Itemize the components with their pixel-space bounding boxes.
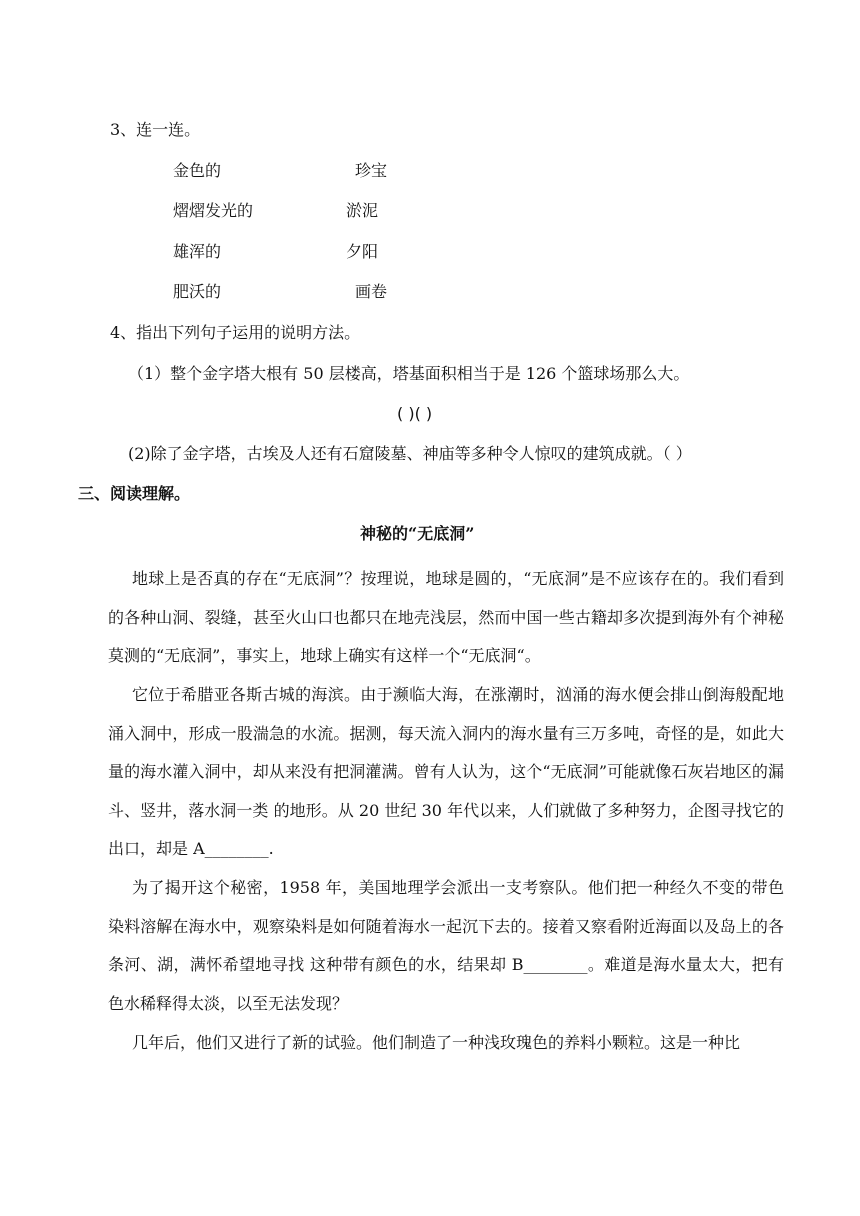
q3-right-item-1: 珍宝	[355, 161, 388, 180]
q3-right-item-3: 夕阳	[346, 242, 379, 261]
q3-left-item-4: 肥沃的	[173, 282, 222, 301]
q3-title: 3、连一连。	[110, 120, 201, 139]
section-heading: 三、阅读理解。	[78, 484, 191, 503]
q3-left-item-2: 熠熠发光的	[173, 201, 254, 220]
q3-right-item-4: 画卷	[355, 282, 388, 301]
article-paragraph-4: 几年后，他们又进行了新的试验。他们制造了一种浅玫瑰色的养料小颗粒。这是一种比	[132, 1033, 741, 1052]
q3-left-item-3: 雄浑的	[173, 242, 222, 261]
article-paragraph-1: 地球上是否真的存在“无底洞”？按理说，地球是圆的，“无底洞”是不应该存在的。我们看到的各种山洞、裂缝，甚至火山口也都只在地壳浅层，然而中国一些古籍却多次提到海外有个神秘莫测的“无底洞”，事实上，地球上确实有这样一个“无底洞“。	[108, 569, 784, 665]
q3-left-item-1: 金色的	[173, 161, 222, 180]
article-title: 神秘的“无底洞”	[360, 524, 475, 543]
article-paragraph-2: 它位于希腊亚各斯古城的海滨。由于濒临大海，在涨潮时，汹涌的海水便会排山倒海般配地涌入洞中，形成一股湍急的水流。据测，每天流入洞内的海水量有三万多吨，奇怪的是，如此大量的海水灌入洞中，却从来没有把洞灌满。曾有人认为，这个“无底洞”可能就像石灰岩地区的漏斗、竖井，落水洞一类 的地形。从 20 世纪 30 年代以来，人们就做了多种努力，企图寻找它的出口，却是 A________.	[108, 685, 784, 858]
q4-title: 4、指出下列句子运用的说明方法。	[110, 323, 361, 342]
q4-sentence-1-answer-blanks: ( )( )	[397, 404, 433, 423]
q4-sentence-2: (2)除了金字塔，古埃及人还有石窟陵墓、神庙等多种令人惊叹的建筑成就。（ ）	[128, 444, 692, 463]
article-paragraph-3: 为了揭开这个秘密，1958 年，美国地理学会派出一支考察队。他们把一种经久不变的带色染料溶解在海水中，观察染料是如何随着海水一起沉下去的。接着又察看附近海面以及岛上的各条河、湖，满怀希望地寻找 这种带有颜色的水，结果却 B________。难道是海水量太大，把有色水稀释得太淡，以至无法发现？	[108, 878, 784, 1013]
q3-right-item-2: 淤泥	[346, 201, 379, 220]
q4-sentence-1: （1）整个金字塔大根有 50 层楼高，塔基面积相当于是 126 个篮球场那么大。	[128, 364, 690, 383]
